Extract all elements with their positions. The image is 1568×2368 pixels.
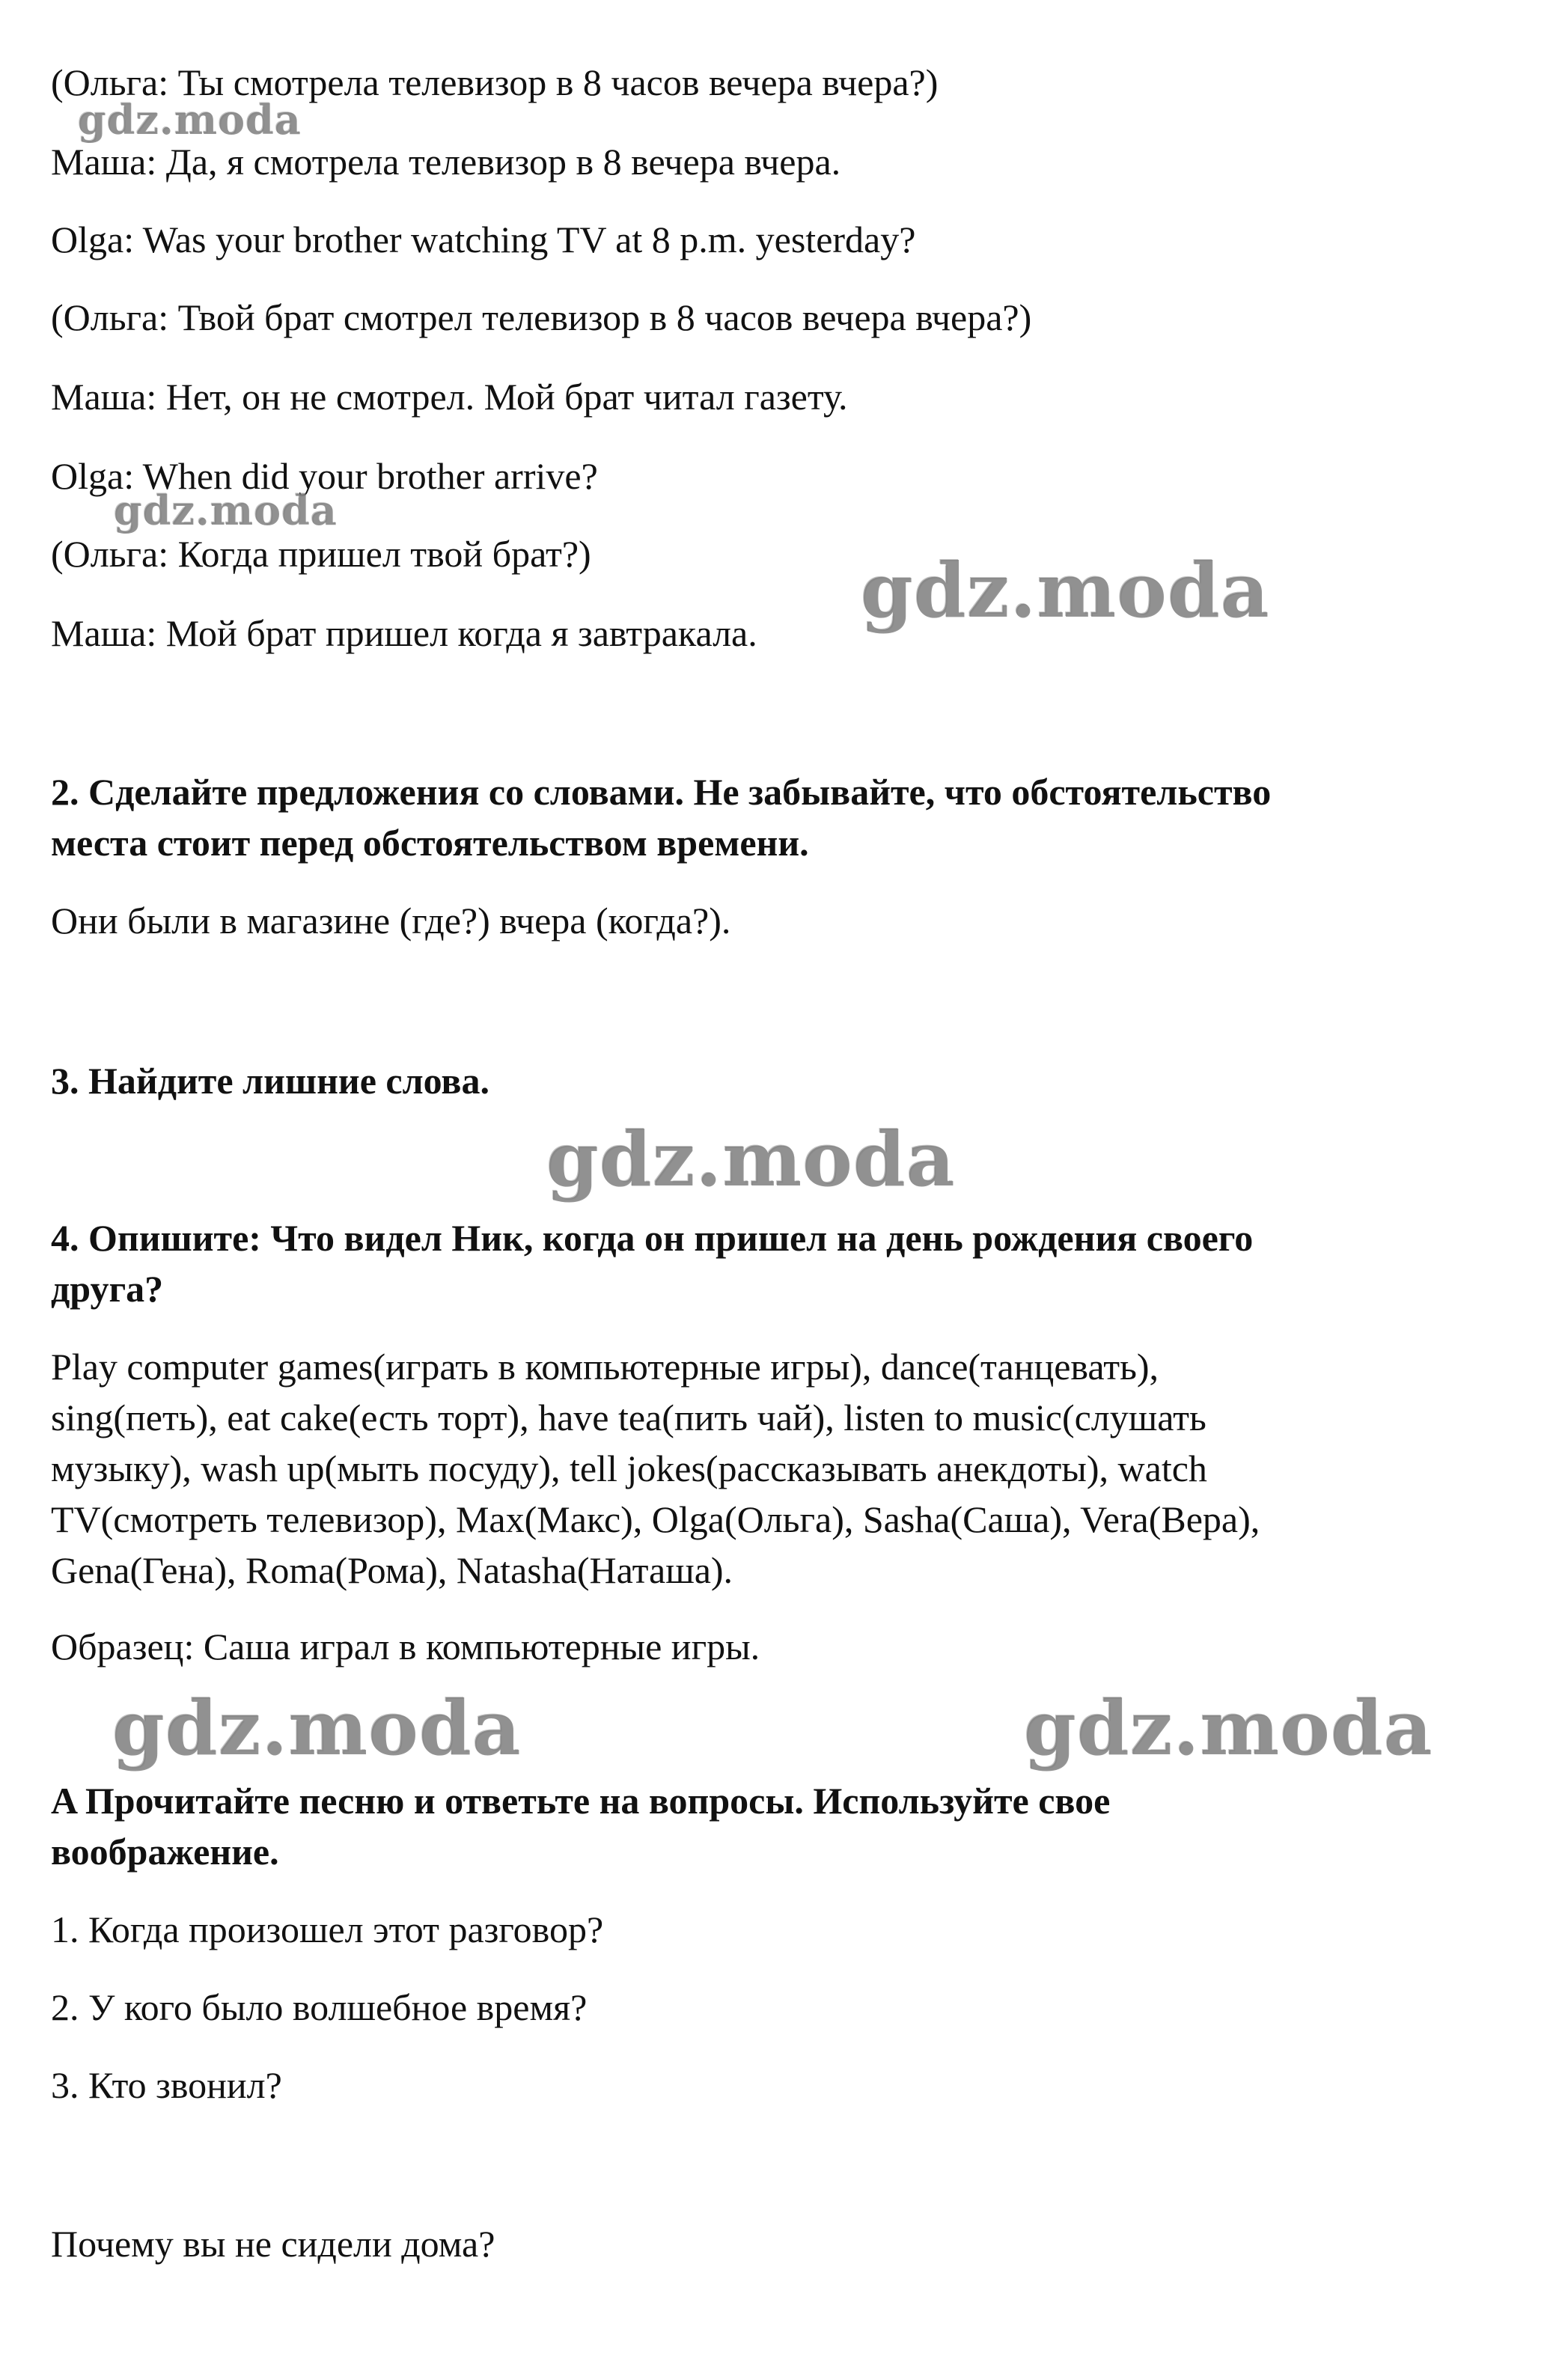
watermark: gdz.moda <box>546 1115 956 1203</box>
task4-words-line-5: Gena(Гена), Roma(Рома), Natasha(Наташа). <box>51 1549 733 1591</box>
taskA-question-1: 1. Когда произошел этот разговор? <box>51 1908 604 1950</box>
task4-heading-line-1: 4. Опишите: Что видел Ник, когда он пришел на день рождения своего <box>51 1217 1254 1259</box>
dialogue-line-2: Маша: Да, я смотрела телевизор в 8 вечера вчера. <box>51 141 841 183</box>
task4-words-line-3: музыку), wash up(мыть посуду), tell jokes(рассказывать анекдоты), watch <box>51 1447 1207 1489</box>
dialogue-line-6: Olga: When did your brother arrive? <box>51 455 598 497</box>
task4-words-line-1: Play computer games(играть в компьютерные игры), dance(танцевать), <box>51 1346 1159 1388</box>
dialogue-line-4: (Ольга: Твой брат смотрел телевизор в 8 часов вечера вчера?) <box>51 296 1032 338</box>
taskA-question-3: 3. Кто звонил? <box>51 2064 282 2106</box>
dialogue-line-8: Маша: Мой брат пришел когда я завтракала. <box>51 612 757 654</box>
taskA-question-2: 2. У кого было волшебное время? <box>51 1986 588 2028</box>
task3-heading: 3. Найдите лишние слова. <box>51 1060 489 1102</box>
taskA-heading-line-1: A Прочитайте песню и ответьте на вопросы. Используйте свое <box>51 1780 1111 1822</box>
task4-heading-line-2: друга? <box>51 1268 164 1310</box>
task2-heading-line-2: места стоит перед обстоятельством времени. <box>51 822 809 864</box>
dialogue-line-3: Olga: Was your brother watching TV at 8 p.m. yesterday? <box>51 219 916 260</box>
watermark: gdz.moda <box>78 96 302 144</box>
watermark: gdz.moda <box>1024 1684 1433 1772</box>
task4-example: Образец: Саша играл в компьютерные игры. <box>51 1626 760 1667</box>
task2-answer: Они были в магазине (где?) вчера (когда?). <box>51 900 731 942</box>
task2-heading-line-1: 2. Сделайте предложения со словами. Не забывайте, что обстоятельство <box>51 771 1272 813</box>
watermark: gdz.moda <box>861 546 1270 635</box>
taskA-final-question: Почему вы не сидели дома? <box>51 2223 495 2265</box>
dialogue-line-5: Маша: Нет, он не смотрел. Мой брат читал газету. <box>51 376 848 418</box>
taskA-heading-line-2: воображение. <box>51 1831 279 1873</box>
dialogue-line-1: (Ольга: Ты смотрела телевизор в 8 часов вечера вчера?) <box>51 61 939 103</box>
task4-words-line-4: TV(смотреть телевизор), Max(Макс), Olga(Ольга), Sasha(Саша), Vera(Вера), <box>51 1498 1260 1540</box>
task4-words-line-2: sing(петь), eat cake(есть торт), have tea(пить чай), listen to music(слушать <box>51 1397 1206 1438</box>
watermark: gdz.moda <box>112 1684 522 1772</box>
watermark: gdz.moda <box>114 486 338 534</box>
dialogue-line-7: (Ольга: Когда пришел твой брат?) <box>51 533 591 575</box>
